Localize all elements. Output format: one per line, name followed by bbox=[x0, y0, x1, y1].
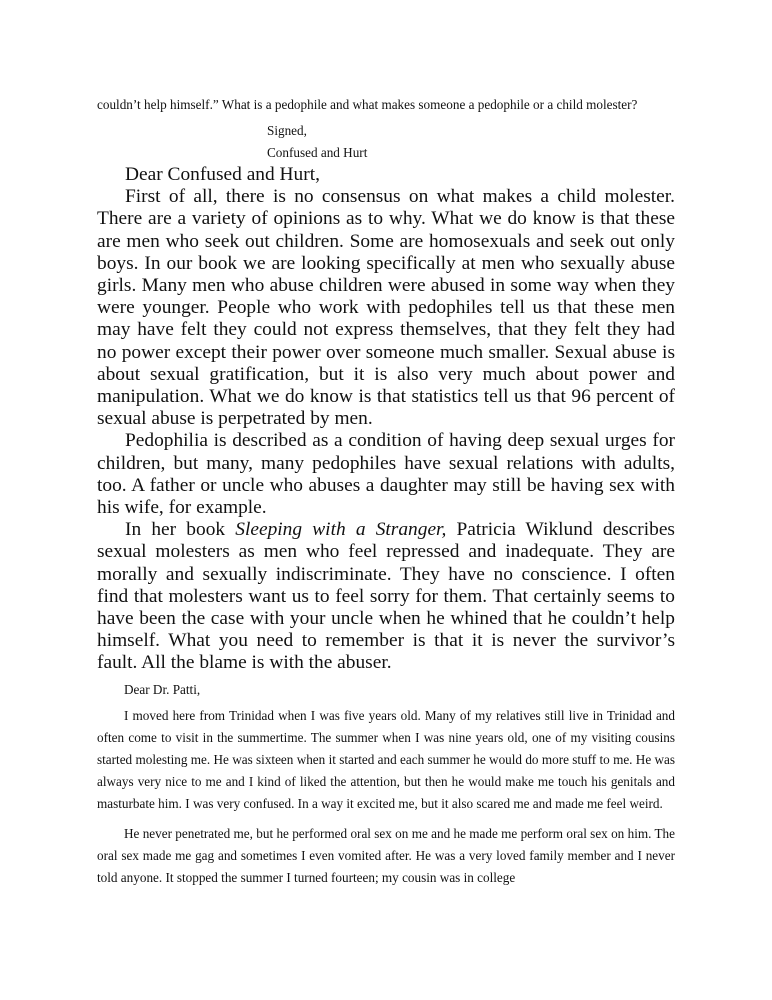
answer-paragraph-3 bbox=[97, 519, 675, 674]
answer-paragraph-3-after: Patricia Wiklund describes sexual molesters as men who feel repressed and inadequate. They are morally and sexually indiscriminate. They have no conscience. I often find that molesters want us to feel sorry for them. That certainly seems to have been the case with your uncle when he whined that he couldn’t help himself. What you need to remember is that it is never the survivor’s fault. All the blame is with the abuser. bbox=[97, 519, 675, 674]
spacer bbox=[97, 815, 675, 823]
signed-line: Signed, bbox=[267, 123, 307, 138]
question-continuation: couldn’t help himself.” What is a pedophile and what makes someone a pedophile or a child molester? bbox=[97, 97, 638, 112]
letter-paragraph-2: He never penetrated me, but he performed oral sex on me and he made me perform oral sex on him. The oral sex made me gag and sometimes I even vomited after. He was a very loved family member and I never told anyone. It stopped the summer I turned fourteen; my cousin was in college bbox=[97, 825, 675, 885]
answer-paragraph-1: First of all, there is no consensus on what makes a child molester. There are a variety of opinions as to why. What we do know is that these are men who seek out children. Some are homosexuals and seek out only boys. In our book we are looking specifically at men who sexually abuse girls. Many men who abuse children were abused in some way when they were younger. People who work with pedophiles tell us that these men may have felt they could not express themselves, that they felt they had no power except their power over someone much smaller. Sexual abuse is about sexual gratification, but it is also very much about power and manipulation. What we do know is that statistics tell us that 96 percent of sexual abuse is perpetrated by men. bbox=[97, 186, 675, 430]
letter-paragraph-1: I moved here from Trinidad when I was five years old. Many of my relatives still live in Trinidad and often come to visit in the summertime. The summer when I was nine years old, one of my visiting cousins started molesting me. He was sixteen when it started and each summer he would do more stuff to me. He was always very nice to me and I kind of liked the attention, but then he would make me touch his genitals and masturbate him. I was very confused. In a way it excited me, but it also scared me and made me feel weird. bbox=[97, 707, 675, 811]
answer-paragraph-3-before: In her book bbox=[125, 519, 236, 541]
answer-paragraph-2: Pedophilia is described as a condition of having deep sexual urges for children, but many, many pedophiles have sexual relations with adults, too. A father or uncle who abuses a daughter may still be having sex with his wife, for example. bbox=[97, 430, 675, 519]
answer-salutation: Dear Confused and Hurt, bbox=[125, 164, 320, 185]
signature-line: Confused and Hurt bbox=[267, 145, 368, 160]
book-title: Sleeping with a Stranger, bbox=[235, 519, 447, 541]
letter-salutation: Dear Dr. Patti, bbox=[124, 681, 201, 697]
